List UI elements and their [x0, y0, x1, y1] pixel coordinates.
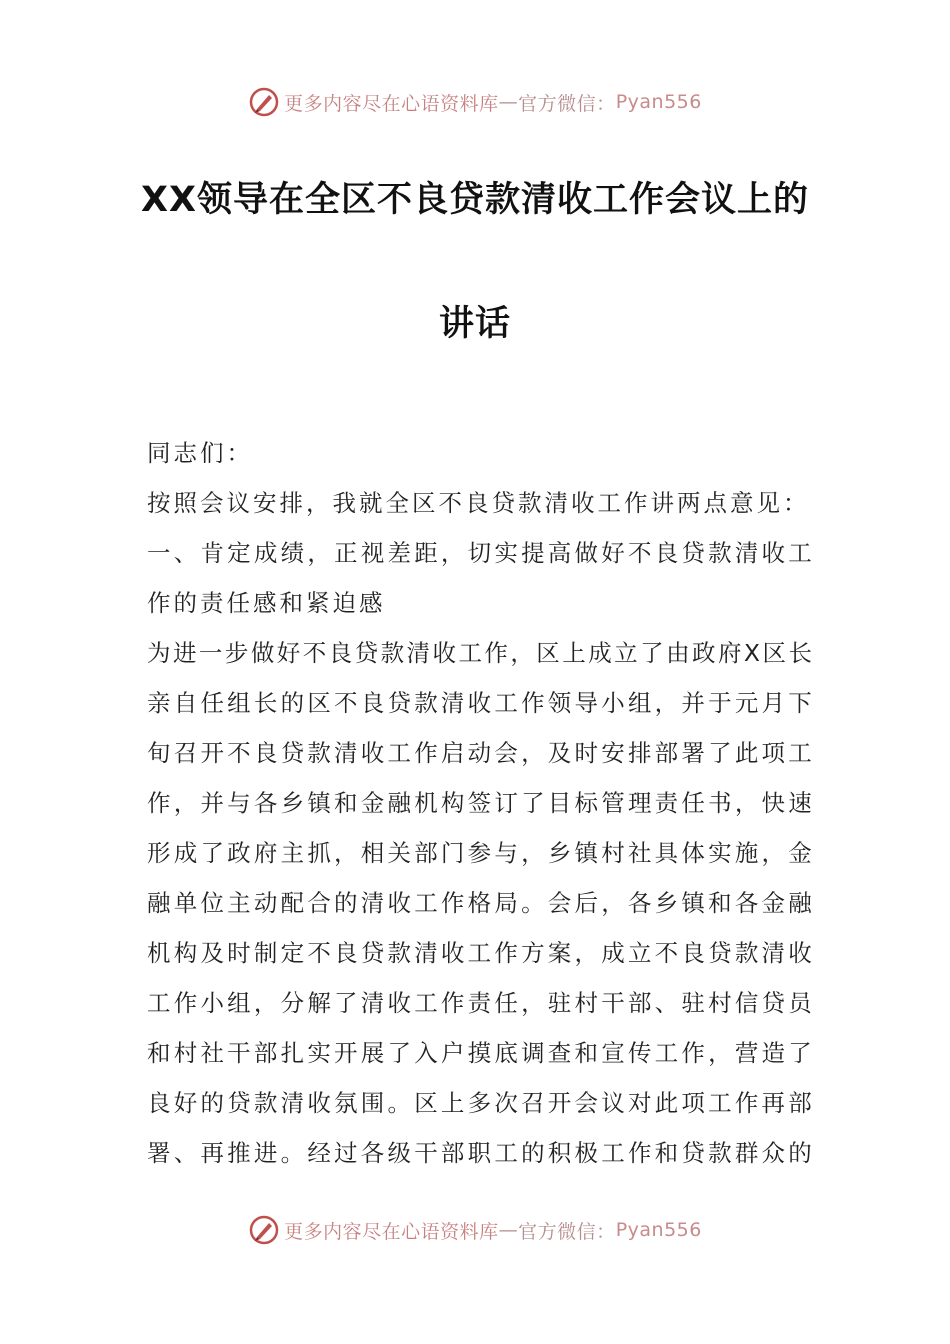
document-body — [147, 428, 812, 1178]
watermark-wechat-handle: Pyan556 — [615, 1219, 702, 1241]
text-line: 作 ， 并 与 各 乡 镇 和 金 融 机 构 签 订 了 目 标 管 理 责 任 书 ， 快 速 — [147, 789, 812, 817]
text-line: 良 好 的 贷 款 清 收 氛 围 。 区 上 多 次 召 开 会 议 对 此 项 工 作 再 部 — [147, 1089, 812, 1117]
footer-watermark — [0, 1210, 950, 1250]
text-line: 署 、 再 推 进 。 经 过 各 级 干 部 职 工 的 积 极 工 作 和 贷 款 群 众 的 — [147, 1139, 812, 1167]
text-line: 形 成 了 政 府 主 抓 ， 相 关 部 门 参 与 ， 乡 镇 村 社 具 体 实 施 ， 金 — [147, 839, 812, 867]
text-line: 亲 自 任 组 长 的 区 不 良 贷 款 清 收 工 作 领 导 小 组 ， 并 于 元 月 下 — [147, 689, 812, 717]
watermark-site-text: 更多内容尽在心语资料库 — [284, 1220, 499, 1243]
text-line: 工 作 小 组 ， 分 解 了 清 收 工 作 责 任 ， 驻 村 干 部 、 驻 村 信 贷 员 — [147, 989, 812, 1017]
pen-logo-icon — [248, 1214, 280, 1246]
header-watermark — [0, 82, 950, 122]
watermark-wechat-label: 官方微信： — [518, 1220, 616, 1243]
watermark-site-text: 更多内容尽在心语资料库 — [284, 92, 499, 115]
intro-line: 按照会议安排，我就全区不良贷款清收工作讲两点意见： — [147, 489, 810, 517]
text-line: 一 、 肯 定 成 绩 ， 正 视 差 距 ， 切 实 提 高 做 好 不 良 贷 款 清 收 工 — [147, 539, 812, 567]
watermark-dash: — — [498, 1219, 519, 1241]
watermark-dash: — — [498, 91, 519, 113]
document-title-line-1: XX领导在全区不良贷款清收工作会议上的 — [141, 180, 809, 220]
text-line: 为 进 一 步 做 好 不 良 贷 款 清 收 工 作 ， 区 上 成 立 了 由 政 府 X 区 长 — [147, 639, 812, 667]
watermark-wechat-label: 官方微信： — [518, 92, 616, 115]
watermark-wechat-handle: Pyan556 — [615, 91, 702, 113]
document-title-line-2: 讲话 — [438, 304, 511, 344]
text-line: 旬 召 开 不 良 贷 款 清 收 工 作 启 动 会 ， 及 时 安 排 部 署 了 此 项 工 — [147, 739, 812, 767]
text-line: 融 单 位 主 动 配 合 的 清 收 工 作 格 局 。 会 后 ， 各 乡 镇 和 各 金 融 — [147, 889, 812, 917]
text-line: 和 村 社 干 部 扎 实 开 展 了 入 户 摸 底 调 查 和 宣 传 工 作 ， 营 造 了 — [147, 1039, 812, 1067]
text-line: 机 构 及 时 制 定 不 良 贷 款 清 收 工 作 方 案 ， 成 立 不 良 贷 款 清 收 — [147, 939, 812, 967]
pen-logo-icon — [248, 86, 280, 118]
salutation-line: 同志们： — [147, 439, 253, 467]
text-line: 作的责任感和紧迫感 — [147, 589, 386, 617]
